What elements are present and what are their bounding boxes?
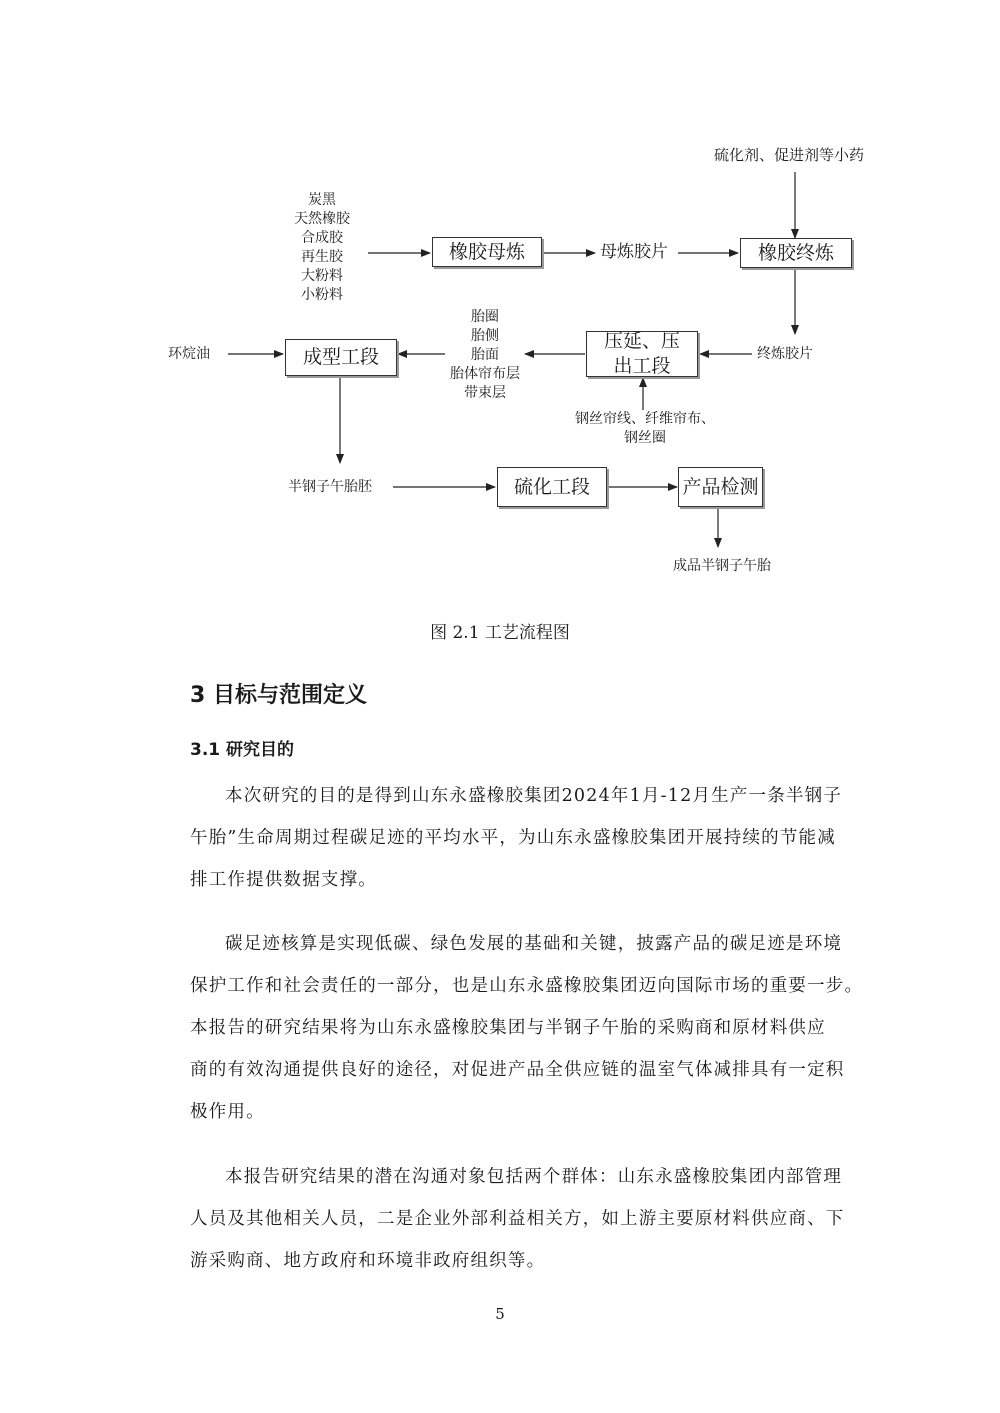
raw-material-item: 再生胶 [301,249,343,265]
inspection-box: 产品检测 [678,467,763,507]
raw-materials-list [282,191,362,305]
section-heading: 3 目标与范围定义 [190,683,367,708]
building-box: 成型工段 [285,339,397,376]
paragraph-line: 排工作提供数据支撑。 [190,870,377,890]
paragraph-line: 本次研究的目的是得到山东永盛橡胶集团2024年1月-12月生产一条半钢子 [225,786,843,806]
raw-material-item: 合成胶 [301,230,343,246]
paragraph-line: 人员及其他相关人员，二是企业外部利益相关方，如上游主要原材料供应商、下 [190,1209,845,1229]
calender-box: 压延、压出工段 [586,331,698,377]
paragraph-line: 午胎”生命周期过程碳足迹的平均水平，为山东永盛橡胶集团开展持续的节能减 [190,828,836,848]
raw-material-item: 炭黑 [308,192,336,208]
additives-label: 硫化剂、促进剂等小药 [714,146,865,164]
raw-material-item: 天然橡胶 [294,211,350,227]
component-item: 胎圈 [471,309,499,325]
subsection-heading: 3.1 研究目的 [190,740,295,760]
component-item: 胎侧 [471,328,499,344]
raw-material-item: 大粉料 [301,268,343,284]
master-sheet-label: 母炼胶片 [600,242,668,262]
master-mixing-box: 橡胶母炼 [432,237,542,267]
paragraph-line: 保护工作和社会责任的一部分，也是山东永盛橡胶集团迈向国际市场的重要一步。 [190,976,864,996]
paragraph-2 [190,923,864,1133]
component-item: 带束层 [464,385,506,401]
steel-input-item: 钢丝圈 [624,430,666,446]
green-tire-label: 半钢子午胎胚 [288,479,372,495]
final-mixing-box: 橡胶终炼 [740,238,852,268]
steel-input-item: 钢丝帘线、纤维帘布、 [575,411,715,427]
component-item: 胎面 [471,347,499,363]
components-list [440,308,530,403]
paragraph-line: 碳足迹核算是实现低碳、绿色发展的基础和关键，披露产品的碳足迹是环境 [225,934,843,954]
oil-label: 环烷油 [168,346,210,362]
raw-material-item: 小粉料 [301,287,343,303]
steel-inputs-list [555,410,735,448]
paragraph-3 [190,1156,850,1282]
paragraph-1 [190,775,850,901]
flowchart-arrows [0,0,1000,600]
paragraph-line: 本报告的研究结果将为山东永盛橡胶集团与半钢子午胎的采购商和原材料供应 [190,1018,826,1038]
final-sheet-label: 终炼胶片 [757,346,813,362]
paragraph-line: 极作用。 [190,1102,265,1122]
paragraph-line: 商的有效沟通提供良好的途径，对促进产品全供应链的温室气体减排具有一定积 [190,1060,845,1080]
curing-box: 硫化工段 [497,467,607,507]
component-item: 胎体帘布层 [450,366,520,382]
figure-caption: 图 2.1 工艺流程图 [430,623,570,643]
paragraph-line: 游采购商、地方政府和环境非政府组织等。 [190,1251,546,1271]
page-number: 5 [495,1305,505,1323]
paragraph-line: 本报告研究结果的潜在沟通对象包括两个群体：山东永盛橡胶集团内部管理 [225,1167,843,1187]
product-label: 成品半钢子午胎 [673,558,771,574]
